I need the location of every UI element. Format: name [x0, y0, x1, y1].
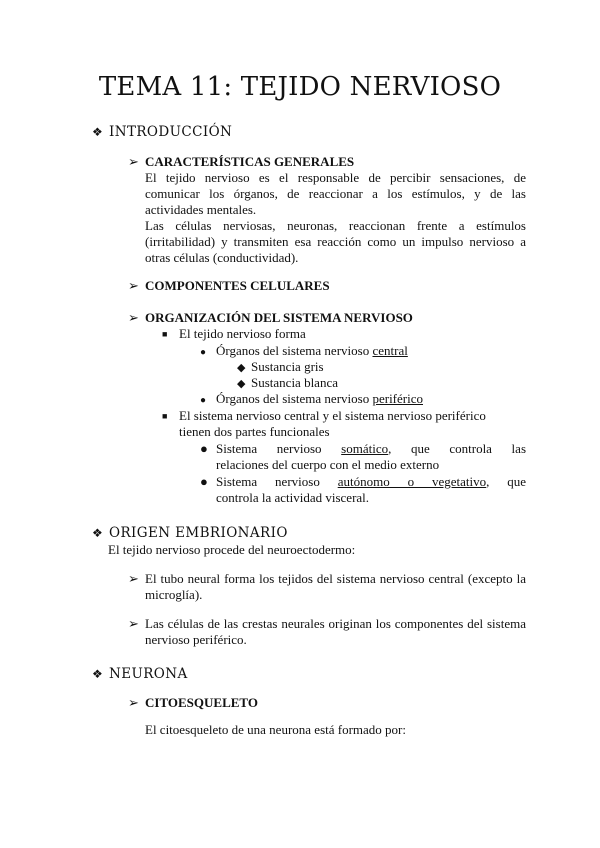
- square-bullet-icon: ■: [162, 411, 168, 421]
- subsection-heading: CITOESQUELETO: [145, 695, 258, 710]
- section-introduccion: [92, 124, 232, 140]
- underlined-term: periférico: [372, 391, 423, 406]
- list-item: [200, 391, 423, 409]
- paragraph: El tejido nervioso procede del neuroectodermo:: [108, 542, 356, 557]
- arrow-bullet-icon: ➢: [128, 695, 139, 710]
- paragraph: El citoesqueleto de una neurona está formado por:: [145, 722, 406, 737]
- paragraph: Las células nerviosas, neuronas, reaccionan frente a estímulos (irritabilidad) y transmiten esa reacción como un impulso nervioso a otras células (conductividad).: [145, 218, 526, 266]
- list-item-continuation: tienen dos partes funcionales: [179, 424, 330, 439]
- list-item-text: Sistema nervioso autónomo o vegetativo, que: [216, 474, 527, 489]
- underlined-term: autónomo o vegetativo: [337, 474, 487, 489]
- subsection-organizacion: [128, 310, 413, 326]
- list-item-text: El tubo neural forma los tejidos del sistema nervioso central (excepto la microglía).: [145, 571, 526, 603]
- arrow-bullet-icon: ➢: [128, 571, 139, 586]
- subsection-componentes: [128, 278, 330, 294]
- underlined-term: central: [372, 343, 408, 358]
- dot-bullet-icon: ●: [200, 441, 208, 456]
- arrow-bullet-icon: ➢: [128, 310, 139, 325]
- page-title: TEMA 11: TEJIDO NERVIOSO: [98, 72, 502, 102]
- subsection-heading: CARACTERÍSTICAS GENERALES: [145, 154, 355, 169]
- subsection-heading: COMPONENTES CELULARES: [145, 278, 330, 293]
- list-item: [162, 326, 306, 342]
- list-item-continuation: relaciones del cuerpo con el medio externo: [216, 457, 440, 472]
- paragraph: El tejido nervioso es el responsable de percibir sensaciones, de comunicar los órganos, de reaccionar a los estímulos, y de las actividades mentales.: [145, 170, 526, 218]
- subsection-citoesqueleto: [128, 695, 258, 711]
- list-item-text: El sistema nervioso central y el sistema nervioso periférico: [179, 408, 486, 423]
- diamond-bullet-icon: ◆: [237, 362, 246, 374]
- dot-bullet-icon: ●: [200, 347, 207, 358]
- section-marker-icon: ❖: [92, 667, 104, 681]
- list-item-text: Órganos del sistema nervioso: [216, 391, 373, 406]
- section-heading: INTRODUCCIÓN: [109, 124, 233, 140]
- section-origen-embrionario: [92, 525, 288, 541]
- list-item-text: El tejido nervioso forma: [179, 326, 306, 341]
- list-item-text: Sistema nervioso somático, que controla las: [216, 441, 527, 456]
- section-heading: NEURONA: [109, 666, 188, 682]
- section-marker-icon: ❖: [92, 125, 104, 139]
- arrow-bullet-icon: ➢: [128, 616, 139, 631]
- section-neurona: [92, 666, 188, 682]
- section-marker-icon: ❖: [92, 526, 104, 540]
- subsection-caracteristicas: [128, 154, 354, 170]
- list-item: [162, 408, 486, 424]
- list-item-continuation: controla la actividad visceral.: [216, 490, 370, 505]
- underlined-term: somático: [341, 441, 389, 456]
- dot-bullet-icon: ●: [200, 395, 207, 406]
- subsection-heading: ORGANIZACIÓN DEL SISTEMA NERVIOSO: [145, 310, 413, 325]
- list-item-text: Las células de las crestas neurales originan los componentes del sistema nervioso periférico.: [145, 616, 526, 648]
- section-heading: ORIGEN EMBRIONARIO: [109, 525, 288, 541]
- dot-bullet-icon: ●: [200, 474, 208, 489]
- arrow-bullet-icon: ➢: [128, 154, 139, 169]
- list-item: [237, 359, 324, 376]
- list-item: [237, 375, 338, 392]
- square-bullet-icon: ■: [162, 329, 168, 339]
- diamond-bullet-icon: ◆: [237, 378, 246, 390]
- list-item-text: Sustancia gris: [251, 359, 324, 374]
- arrow-bullet-icon: ➢: [128, 278, 139, 293]
- list-item-text: Sustancia blanca: [251, 375, 338, 390]
- list-item-text: Órganos del sistema nervioso: [216, 343, 373, 358]
